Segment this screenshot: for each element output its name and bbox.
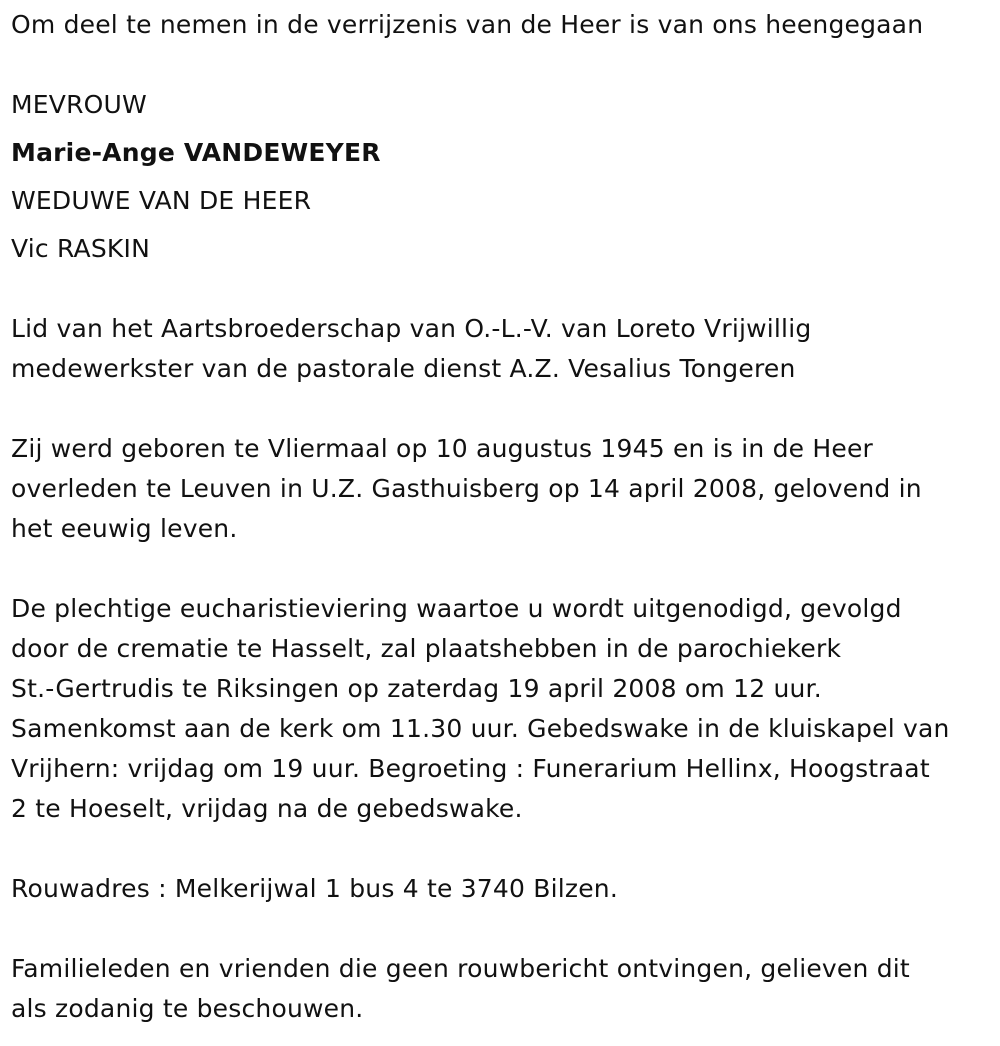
membership-line-2: medewerkster van de pastorale dienst A.Z. Vesalius Tongeren xyxy=(11,354,796,383)
spouse-name: Vic RASKIN xyxy=(11,234,150,263)
ceremony-line-4: Samenkomst aan de kerk om 11.30 uur. Gebedswake in de kluiskapel van xyxy=(11,714,950,743)
ceremony-line-5: Vrijhern: vrijdag om 19 uur. Begroeting : Funerarium Hellinx, Hoogstraat xyxy=(11,754,930,783)
address-line: Rouwadres : Melkerijwal 1 bus 4 te 3740 Bilzen. xyxy=(11,874,618,903)
intro-text: Om deel te nemen in de verrijzenis van de Heer is van ons heengegaan xyxy=(11,10,924,39)
closing-line-2: als zodanig te beschouwen. xyxy=(11,994,364,1023)
life-line-3: het eeuwig leven. xyxy=(11,514,238,543)
title-text: MEVROUW xyxy=(11,90,147,119)
closing-line-1: Familieleden en vrienden die geen rouwbericht ontvingen, gelieven dit xyxy=(11,954,910,983)
membership-line-1: Lid van het Aartsbroederschap van O.-L.-V. van Loreto Vrijwillig xyxy=(11,314,812,343)
ceremony-line-1: De plechtige eucharistieviering waartoe u wordt uitgenodigd, gevolgd xyxy=(11,594,902,623)
ceremony-line-6: 2 te Hoeselt, vrijdag na de gebedswake. xyxy=(11,794,523,823)
relation-text: WEDUWE VAN DE HEER xyxy=(11,186,312,215)
life-line-1: Zij werd geboren te Vliermaal op 10 augustus 1945 en is in de Heer xyxy=(11,434,874,463)
life-line-2: overleden te Leuven in U.Z. Gasthuisberg op 14 april 2008, gelovend in xyxy=(11,474,922,503)
ceremony-line-2: door de crematie te Hasselt, zal plaatshebben in de parochiekerk xyxy=(11,634,842,663)
ceremony-line-3: St.-Gertrudis te Riksingen op zaterdag 19 april 2008 om 12 uur. xyxy=(11,674,822,703)
deceased-name: Marie-Ange VANDEWEYER xyxy=(11,138,381,167)
